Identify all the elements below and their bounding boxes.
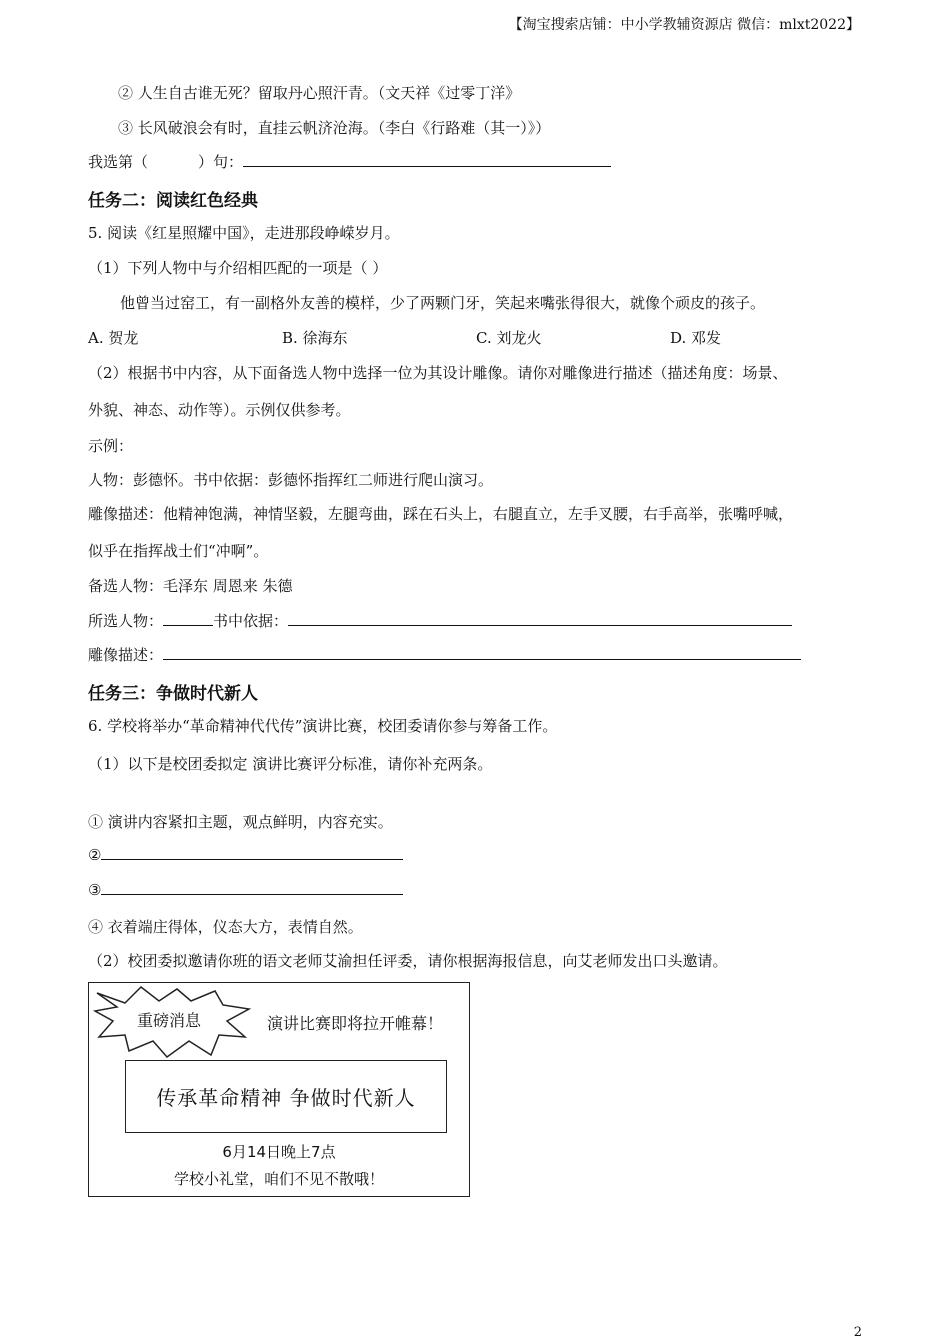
selected-person-blank[interactable]: [163, 611, 213, 626]
criteria-2-line: [88, 845, 403, 864]
criteria-2-blank[interactable]: [101, 845, 403, 860]
poster-headline: 演讲比赛即将拉开帷幕！: [267, 1014, 444, 1033]
question-5-1: （1）下列人物中与介绍相匹配的一项是（ ）: [88, 259, 388, 277]
poster-time: 6月14日晚上7点: [222, 1143, 336, 1161]
poem-line-3: ③ 长风破浪会有时，直挂云帆济沧海。（李白《行路难（其一）》）: [118, 119, 551, 137]
criteria-3: ③: [88, 881, 102, 899]
question-5-1-passage: 他曾当过窑工，有一副格外友善的模样，少了两颗门牙，笑起来嘴张得很大，就像个顽皮的孩子。: [120, 294, 766, 312]
poster-place: 学校小礼堂，咱们不见不散哦！: [173, 1170, 384, 1188]
basis-label: 书中依据：: [213, 612, 289, 630]
option-d[interactable]: D. 邓发: [670, 329, 722, 347]
example-desc-line2: 似乎在指挥战士们“冲啊”。: [88, 542, 269, 560]
question-6: 6. 学校将举办“革命精神代代传”演讲比赛，校团委请你参与筹备工作。: [88, 717, 558, 735]
criteria-1: ① 演讲内容紧扣主题，观点鲜明，内容充实。: [88, 813, 393, 831]
task2-heading: 任务二：阅读红色经典: [88, 191, 258, 211]
poster-slogan-box: [125, 1060, 447, 1133]
page-header: 【淘宝搜索店铺：中小学教辅资源店 微信：mlxt2022】: [508, 17, 860, 33]
selected-label: 所选人物：: [88, 612, 164, 630]
example-label: 示例：: [88, 437, 134, 455]
option-a[interactable]: A. 贺龙: [88, 329, 139, 347]
criteria-3-blank[interactable]: [101, 880, 403, 895]
example-person: 人物：彭德怀。书中依据：彭德怀指挥红二师进行爬山演习。: [88, 471, 494, 489]
choice-mid: ）句：: [198, 153, 244, 171]
question-6-1: （1）以下是校团委拟定 演讲比赛评分标准，请你补充两条。: [88, 755, 493, 773]
choice-answer-blank[interactable]: [243, 152, 611, 167]
example-desc-line1: 雕像描述：他精神饱满，神情坚毅，左腿弯曲，踩在石头上，右腿直立，左手叉腰，右手高举，张嘴呼喊，: [88, 505, 794, 523]
desc-line: [88, 644, 801, 665]
burst-text: 重磅消息: [137, 1011, 202, 1030]
question-5-2-line1: （2）根据书中内容，从下面备选人物中选择一位为其设计雕像。请你对雕像进行描述（描述角度：场景、: [88, 364, 788, 382]
option-b[interactable]: B. 徐海东: [282, 329, 348, 347]
selected-line: [88, 610, 792, 631]
choice-prefix: 我选第（: [88, 153, 149, 171]
question-5: 5. 阅读《红星照耀中国》，走进那段峥嵘岁月。: [88, 224, 400, 242]
question-6-2: （2）校团委拟邀请你班的语文老师艾渝担任评委，请你根据海报信息，向艾老师发出口头邀请。: [88, 952, 728, 970]
question-5-2-line2: 外貌、神态、动作等）。示例仅供参考。: [88, 401, 351, 419]
task3-heading: 任务三：争做时代新人: [88, 684, 258, 704]
contest-poster: [88, 982, 470, 1197]
basis-blank[interactable]: [288, 611, 792, 626]
poem-line-2: ② 人生自古谁无死？留取丹心照汗青。（文天祥《过零丁洋》: [118, 84, 521, 102]
candidates: 备选人物：毛泽东 周恩来 朱德: [88, 577, 293, 595]
criteria-2: ②: [88, 846, 102, 864]
criteria-3-line: [88, 880, 403, 899]
option-c[interactable]: C. 刘龙火: [476, 329, 542, 347]
page-number: 2: [853, 1325, 862, 1340]
criteria-4: ④ 衣着端庄得体，仪态大方，表情自然。: [88, 918, 363, 936]
poem-choice-line: [88, 151, 611, 172]
poster-slogan: 传承革命精神 争做时代新人: [156, 1086, 416, 1110]
desc-label: 雕像描述：: [88, 646, 164, 664]
desc-blank[interactable]: [163, 645, 801, 660]
